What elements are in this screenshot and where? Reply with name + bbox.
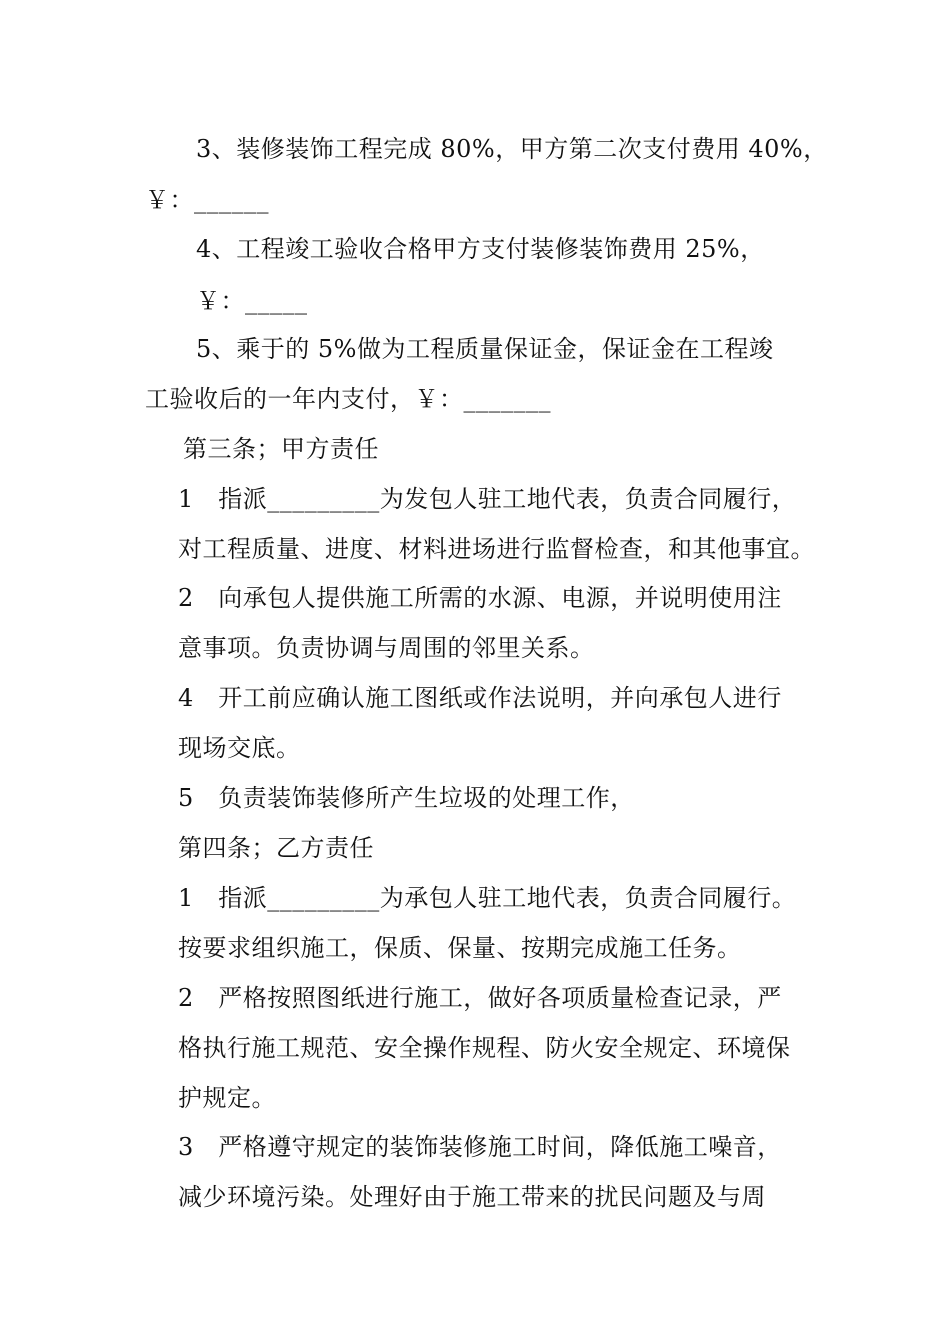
text-line: 2 严格按照图纸进行施工，做好各项质量检查记录，严: [178, 984, 782, 1012]
text-line: 1 指派_________为承包人驻工地代表，负责合同履行。: [178, 884, 797, 912]
text-line: 对工程质量、进度、材料进场进行监督检查，和其他事宜。: [178, 535, 815, 563]
text-line: ￥：_____: [196, 287, 308, 315]
text-line: 5 负责装饰装修所产生垃圾的处理工作，: [178, 784, 635, 812]
text-line: 按要求组织施工，保质、保量、按期完成施工任务。: [178, 934, 742, 962]
text-line: 意事项。负责协调与周围的邻里关系。: [178, 634, 595, 662]
text-line: 现场交底。: [178, 734, 301, 762]
section-heading: 第四条；乙方责任: [178, 834, 374, 862]
text-line: 格执行施工规范、安全操作规程、防火安全规定、环境保: [178, 1034, 791, 1062]
text-line: 4、工程竣工验收合格甲方支付装修装饰费用 25%，: [196, 235, 765, 263]
text-line: 减少环境污染。处理好由于施工带来的扰民问题及与周: [178, 1183, 766, 1211]
text-line: 工验收后的一年内支付，￥：_______: [145, 385, 551, 413]
text-line: 1 指派_________为发包人驻工地代表，负责合同履行，: [178, 485, 797, 513]
text-line: 3、装修装饰工程完成 80%，甲方第二次支付费用 40%，: [196, 135, 828, 163]
text-line: 5、乘于的 5%做为工程质量保证金，保证金在工程竣: [196, 335, 774, 363]
text-line: 3 严格遵守规定的装饰装修施工时间，降低施工噪音，: [178, 1133, 782, 1161]
text-line: ￥：______: [145, 186, 269, 214]
text-line: 4 开工前应确认施工图纸或作法说明，并向承包人进行: [178, 684, 782, 712]
text-line: 护规定。: [178, 1084, 276, 1112]
text-line: 2 向承包人提供施工所需的水源、电源，并说明使用注: [178, 584, 782, 612]
section-heading: 第三条；甲方责任: [183, 435, 379, 463]
